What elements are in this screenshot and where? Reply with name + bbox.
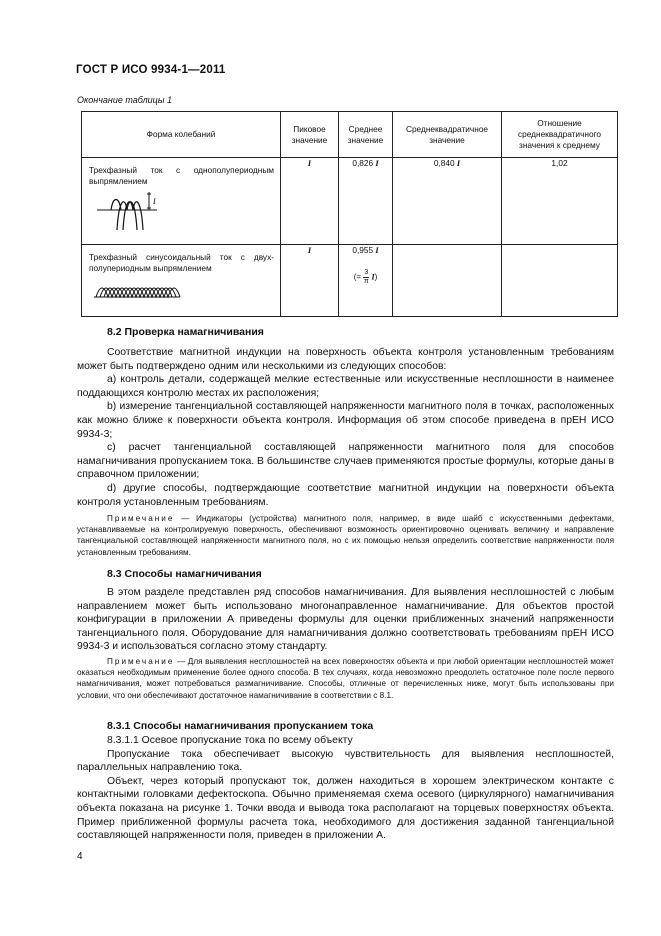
table-header-row — [82, 112, 618, 158]
table-row — [82, 158, 618, 245]
document-header: ГОСТ Р ИСО 9934-1—2011 — [76, 64, 226, 76]
mean-formula: (= $\frac{3}{\pi} I$) — [353, 269, 378, 285]
waveform-name: Трехфазный синусоидальный ток с двух-полупериодным выпрямлением — [89, 252, 274, 273]
waveform-table — [81, 111, 618, 317]
note-block — [77, 513, 614, 558]
section-heading: 8.2 Проверка намагничивания — [107, 326, 264, 338]
note-text: — Индикаторы (устройства) магнитного поля, например, в виде шайб с искусственными дефектами, устанавливаемые на контролируемую поверхность, обеспечивают возможность ориентировочно оценивать величину и направление тангенциальной составляющей напряженности магнитного поля, но с их помощью нельзя определить соответствие напряженности поля установленным требованиям. — [77, 514, 614, 557]
rms-var: I — [456, 159, 461, 168]
paragraph: Пропускание тока обеспечивает высокую чувствительность для выявления несплошностей, параллельных направлению тока. — [77, 748, 614, 774]
ratio-cell — [502, 245, 618, 317]
half-wave-rectified-waveform — [97, 188, 167, 238]
waveform-name: Трехфазный ток с однополупериодным выпрямлением — [89, 165, 274, 186]
section-heading: 8.3.1 Способы намагничивания пропусканием тока — [107, 720, 374, 732]
paragraph: Объект, через который пропускают ток, должен находиться в хорошем электрическом контакте с контактными головками дефектоскопа. Обычно применяемая схема осевого (циркулярного) намагничивания объекта показана на рисунке 1. Точки ввода и вывода тока располагают на торцевых поверхностях объекта. Пример приближенной формулы расчета тока, необходимого для достижения заданной тангенциальной составляющей напряженности поля, приведен в приложении А. — [77, 775, 614, 842]
col-peak: Пиковое значение — [281, 112, 339, 158]
rms-number: 0,840 — [433, 158, 455, 168]
section-body — [77, 734, 614, 843]
peak-value: I — [307, 246, 312, 255]
list-item: с) расчет тангенциальной составляющей напряженности магнитного поля для способов намагничивания пропусканием тока. В большинстве случаев применяются простые формулы, которые даны в справочном приложении; — [77, 442, 614, 481]
peak-cell — [281, 245, 339, 317]
full-wave-rectified-waveform — [94, 277, 184, 301]
col-mean: Среднее значение — [339, 112, 393, 158]
formula-eq: = — [356, 272, 362, 282]
formula-den: π — [363, 278, 369, 285]
rms-cell — [393, 158, 502, 245]
paragraph: В этом разделе представлен ряд способов намагничивания. Для выявления несплошностей с любым направлением может быть использовано многонаправленное намагничивание. Для объектов простой конфигурации в приложении А приведены формулы для оценки приближенных значений напряженности тангенциального поля. Оборудование для намагничивания должно соответствовать требованиям прЕН ИСО 9934-3 и использоваться согласно этому стандарту. — [77, 587, 614, 653]
svg-text:I: I — [153, 197, 156, 206]
section-body — [77, 586, 614, 654]
mean-cell — [339, 245, 393, 317]
list-item: а) контроль детали, содержащей мелкие естественные или искусственные несплошности в наименее поддающихся контролю местах их расположения; — [77, 374, 614, 399]
mean-number: 0,955 — [352, 245, 374, 255]
table-row — [82, 245, 618, 317]
mean-var: I — [375, 159, 379, 168]
waveform-cell — [82, 158, 281, 245]
mean-var: I — [375, 246, 379, 255]
note-label: Примечание — [107, 514, 175, 523]
col-waveform: Форма колебаний — [82, 112, 281, 158]
list-item: d) другие способы, подтверждающие соответствие магнитной индукции на поверхности объекта контроля установленным требованиям. — [77, 482, 614, 508]
section-heading: 8.3 Способы намагничивания — [107, 568, 262, 580]
section-body — [77, 346, 614, 509]
table-caption: Окончание таблицы 1 — [77, 95, 172, 105]
peak-cell — [281, 158, 339, 245]
col-rms: Среднеквадратичное значение — [393, 112, 502, 158]
formula-num: 3 — [364, 269, 369, 276]
mean-number: 0,826 — [352, 158, 374, 168]
mean-cell — [339, 158, 393, 245]
page-number: 4 — [77, 851, 83, 862]
list-item: b) измерение тангенциальной составляющей напряженности магнитного поля в точках, расположенных как можно ближе к поверхности объекта контроля. Информация об этом способе приведена в прЕН ИСО 9934-3; — [77, 401, 614, 440]
note-text: — Для выявления несплошностей на всех поверхностях объекта и при любой ориентации несплошностей может оказаться необходимым применение более одного способа. В тех случаях, когда невозможно преодолеть остаточное поле после первого намагничивания, может потребоваться размагничивание. Способы, отличные от перечисленных ниже, могут быть использованы при условии, что они обеспечивают достаточное намагничивание в соответствии с 8.1. — [77, 657, 614, 700]
rms-cell — [393, 245, 502, 317]
note-label: Примечание — [107, 657, 175, 666]
formula-var: I — [371, 272, 375, 282]
ratio-value: 1,02 — [551, 158, 568, 168]
peak-value: I — [307, 159, 312, 168]
col-ratio: Отношение среднеквадратичного значения к среднему — [502, 112, 618, 158]
ratio-cell — [502, 158, 618, 245]
note-block — [77, 656, 614, 701]
paragraph: Соответствие магнитной индукции на поверхность объекта контроля установленным требованиям может быть подтверждено одним или несколькими из следующих способов: — [77, 347, 614, 372]
waveform-cell — [82, 245, 281, 317]
subsection-heading: 8.3.1.1 Осевое пропускание тока по всему объекту — [107, 735, 353, 746]
